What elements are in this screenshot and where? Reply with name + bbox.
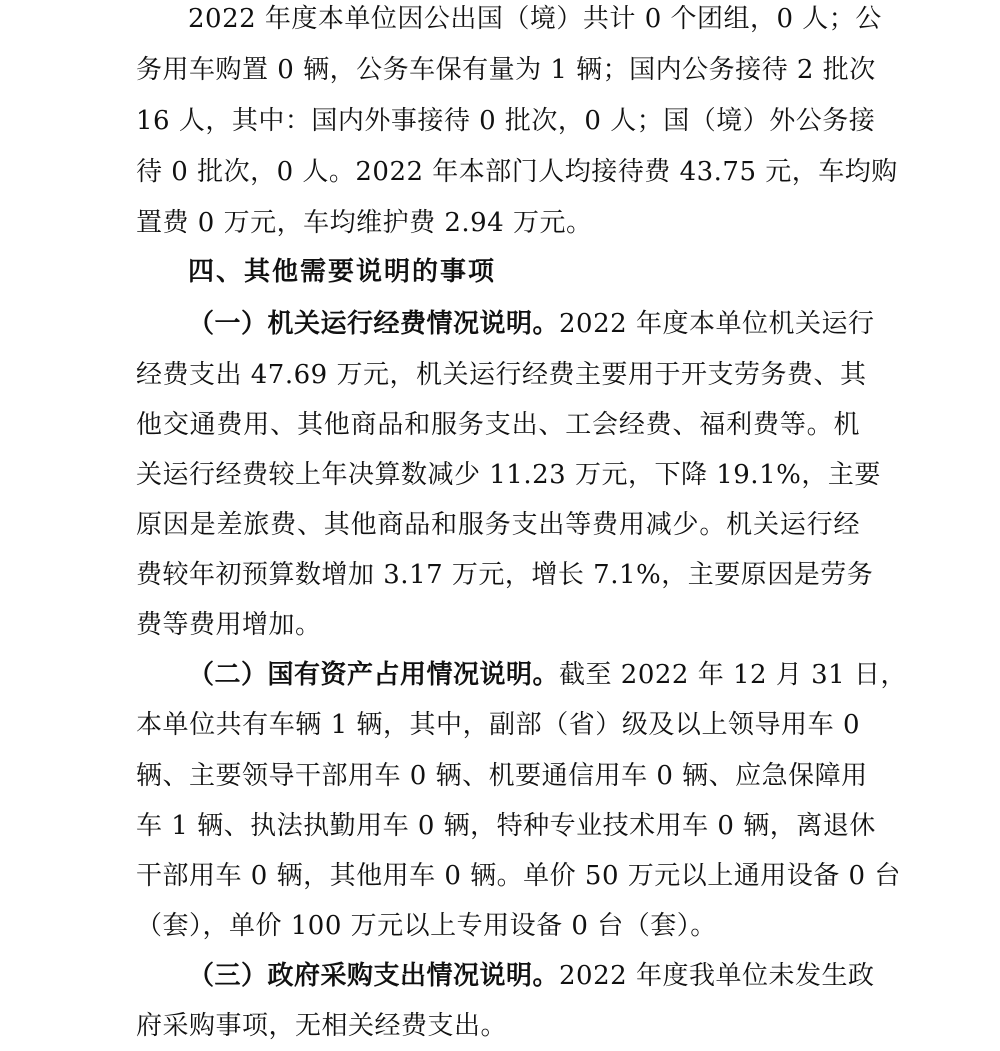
s1-line-5: 原因是差旅费、其他商品和服务支出等费用减少。机关运行经 <box>136 510 860 540</box>
section-heading-4: 四、其他需要说明的事项 <box>188 257 497 287</box>
s3-first-line <box>188 951 875 1001</box>
s2-line-2: 本单位共有车辆 1 辆，其中，副部（省）级及以上领导用车 0 <box>136 710 860 740</box>
p1-line-2: 务用车购置 0 辆，公务车保有量为 1 辆；国内公务接待 2 批次 <box>136 55 876 85</box>
s2-first-line-rest: 截至 2022 年 12 月 31 日， <box>559 660 907 690</box>
s2-first-line <box>188 650 907 700</box>
s1-line-3: 他交通费用、其他商品和服务支出、工会经费、福利费等。机 <box>136 410 860 440</box>
s1-first-line <box>188 299 875 349</box>
p1-line-5: 置费 0 万元，车均维护费 2.94 万元。 <box>136 208 593 238</box>
s1-title: （一）机关运行经费情况说明。 <box>188 309 560 339</box>
s1-line-6: 费较年初预算数增加 3.17 万元，增长 7.1%，主要原因是劳务 <box>136 560 874 590</box>
s2-line-6: （套），单价 100 万元以上专用设备 0 台（套）。 <box>136 911 717 941</box>
p1-line-3: 16 人，其中：国内外事接待 0 批次，0 人；国（境）外公务接 <box>136 106 876 136</box>
p1-line-4: 待 0 批次，0 人。2022 年本部门人均接待费 43.75 元，车均购 <box>136 157 898 187</box>
s3-title: （三）政府采购支出情况说明。 <box>188 961 560 991</box>
s1-line-4: 关运行经费较上年决算数减少 11.23 万元，下降 19.1%，主要 <box>136 460 881 490</box>
s1-first-line-rest: 2022 年度本单位机关运行 <box>559 309 875 339</box>
s3-line-2: 府采购事项，无相关经费支出。 <box>136 1011 508 1041</box>
s1-line-2: 经费支出 47.69 万元，机关运行经费主要用于开支劳务费、其 <box>136 360 867 390</box>
p1-line-1: 2022 年度本单位因公出国（境）共计 0 个团组，0 人；公 <box>188 4 882 34</box>
s2-line-5: 干部用车 0 辆，其他用车 0 辆。单价 50 万元以上通用设备 0 台 <box>136 861 901 891</box>
s2-title: （二）国有资产占用情况说明。 <box>188 660 560 690</box>
s1-line-7: 费等费用增加。 <box>136 610 322 640</box>
s2-line-3: 辆、主要领导干部用车 0 辆、机要通信用车 0 辆、应急保障用 <box>136 761 868 791</box>
s3-first-line-rest: 2022 年度我单位未发生政 <box>559 961 875 991</box>
s2-line-4: 车 1 辆、执法执勤用车 0 辆，特种专业技术用车 0 辆，离退休 <box>136 811 876 841</box>
